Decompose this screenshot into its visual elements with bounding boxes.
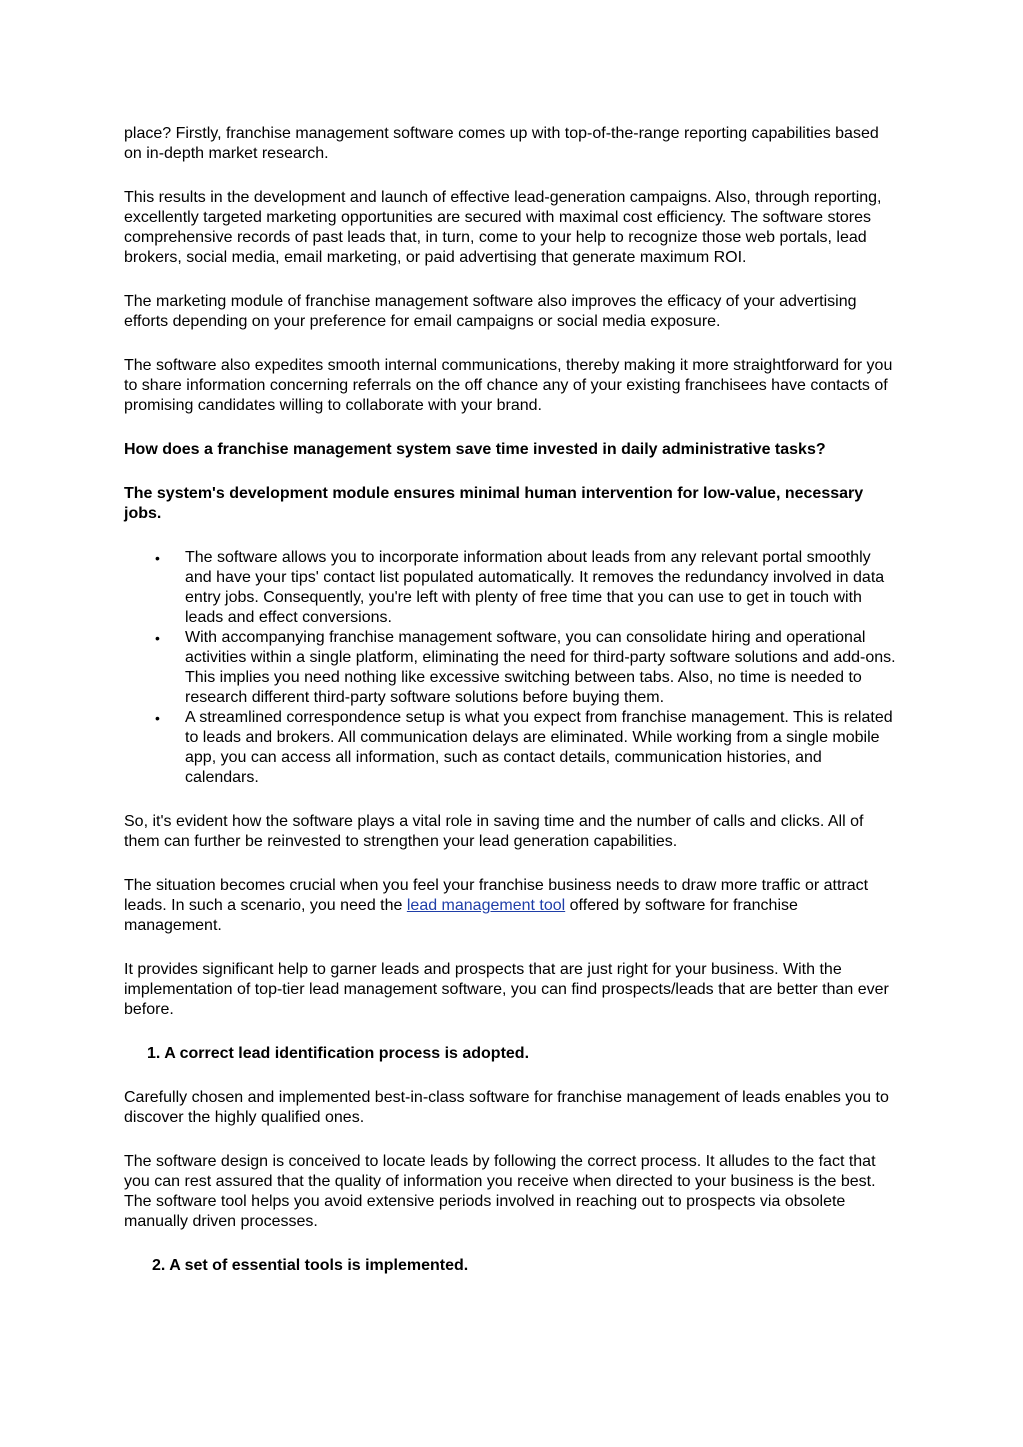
list-item-text: The software allows you to incorporate information about leads from any relevant portal smoothly and have your tips' contact list populated automatically. It removes the redundancy involved in data entry jobs. Consequently, you're left with plenty of free time that you can use to get in touch with leads and effect conversions. xyxy=(185,549,885,626)
paragraph-best-in-class: Carefully chosen and implemented best-in-class software for franchise management of leads enables you to discover the highly qualified ones. xyxy=(124,1089,889,1126)
paragraph-reporting-intro: place? Firstly, franchise management software comes up with top-of-the-range reporting capabilities based on in-depth market research. xyxy=(124,125,879,162)
paragraph-evident-saving: So, it's evident how the software plays a vital role in saving time and the number of calls and clicks. All of them can further be reinvested to strengthen your lead generation capabilities. xyxy=(124,813,864,850)
heading-save-time: How does a franchise management system save time invested in daily administrative tasks? xyxy=(124,441,826,458)
bullet-icon: • xyxy=(155,550,160,566)
heading-development-module: The system's development module ensures minimal human intervention for low-value, necessary jobs. xyxy=(124,485,864,522)
list-item-text: With accompanying franchise management software, you can consolidate hiring and operational activities within a single platform, eliminating the need for third-party software solutions and add-ons. This implies you need nothing like excessive switching between tabs. Also, no time is needed to research different third-party software solutions before buying them. xyxy=(185,629,896,706)
paragraph-marketing-module: The marketing module of franchise management software also improves the efficacy of your advertising efforts depending on your preference for email campaigns or social media exposure. xyxy=(124,293,857,330)
paragraph-situation-crucial xyxy=(124,876,899,936)
paragraph-garner-leads: It provides significant help to garner leads and prospects that are just right for your business. With the implementation of top-tier lead management software, you can find prospects/leads that are better than ever before. xyxy=(124,961,889,1018)
paragraph-internal-communications: The software also expedites smooth internal communications, thereby making it more straightforward for you to share information concerning referrals on the off chance any of your existing franchisees have contacts of promising candidates willing to collaborate with your brand. xyxy=(124,357,893,414)
numbered-heading-2: 2. A set of essential tools is implemented. xyxy=(152,1257,469,1274)
bullet-icon: • xyxy=(155,630,160,646)
lead-management-tool-link[interactable]: lead management tool xyxy=(406,897,566,914)
paragraph-lead-generation: This results in the development and launch of effective lead-generation campaigns. Also, through reporting, excellently targeted marketing opportunities are secured with maximal cost efficiency. The software stores comprehensive records of past leads that, in turn, come to your help to recognize those web portals, lead brokers, social media, email marketing, or paid advertising that generate maximum ROI. xyxy=(124,189,882,266)
list-item xyxy=(124,708,899,788)
bullet-list xyxy=(124,548,899,788)
paragraph-software-design: The software design is conceived to locate leads by following the correct process. It alludes to the fact that you can rest assured that the quality of information you receive when directed to your business is the best. The software tool helps you avoid extensive periods involved in reaching out to prospects via obsolete manually driven processes. xyxy=(124,1153,876,1230)
numbered-heading-1: 1. A correct lead identification process is adopted. xyxy=(147,1045,530,1062)
list-item-text: A streamlined correspondence setup is what you expect from franchise management. This is related to leads and brokers. All communication delays are eliminated. While working from a single mobile app, you can access all information, such as contact details, communication histories, and calendars. xyxy=(185,709,893,786)
document-page xyxy=(124,124,899,1300)
paragraph-text-after-link: offered by software for franchise management. xyxy=(124,897,798,934)
list-item xyxy=(124,628,899,708)
list-item xyxy=(124,548,899,628)
bullet-icon: • xyxy=(155,710,160,726)
paragraph-text-before-link: The situation becomes crucial when you feel your franchise business needs to draw more traffic or attract leads. In such a scenario, you need the xyxy=(124,877,869,914)
